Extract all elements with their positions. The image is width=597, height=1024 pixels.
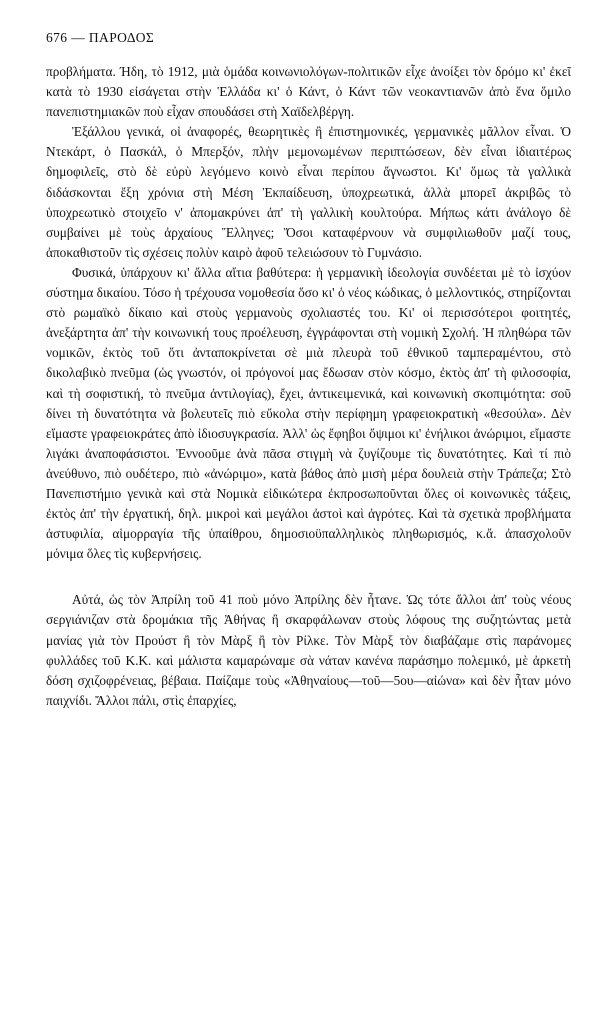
paragraph-4: Αὐτά, ὡς τὸν Ἀπρίλη τοῦ 41 ποὺ μόνο Ἀπρίλης δὲν ἦτανε. Ὡς τότε ἄλλοι ἀπ' τοὺς νέους σεργιάνιζαν στὰ δρομάκια τῆς Ἀθήνας ἢ σκαρφάλωναν στοὺς λόφους της συζητώντας μετὰ μανίας γιὰ τὸν Προύστ ἢ τὸν Μὰρξ ἢ τὸν Ρίλκε. Τὸν Μὰρξ τὸν διαβάζαμε στὶς παράνομες φυλλάδες τοῦ Κ.Κ. καὶ μάλιστα καμαρώναμε σὰ νάταν κανένα παράσημο πολεμικό, μὲ ἀρκετὴ δόση σχιζοφρένειας, βέβαια. Παίζαμε τοὺς «Ἀθηναίους—τοῦ—5ου—αἰώνα» καὶ δὲν ἦταν μόνο παιχνίδι. Ἄλλοι πάλι, στὶς ἐπαρχίες, xyxy=(46,592,571,708)
paragraph-3: Φυσικά, ὑπάρχουν κι' ἄλλα αἴτια βαθύτερα: ἡ γερμανικὴ ἰδεολογία συνδέεται μὲ τὸ ἰσχύον σύστημα δικαίου. Τόσο ἡ τρέχουσα νομοθεσία ὅσο κι' ὁ νέος κώδικας, ὁ μελλοντικός, στηρίζονται στὸ ρωμαϊκὸ δίκαιο καὶ στοὺς γερμανοὺς σχολιαστές του. Κι' οἱ περισσότεροι φοιτητές, ἀνεξάρτητα ἀπ' τὴν κοινωνική τους προέλευση, ἐγγράφονται στὴ νομικὴ Σχολή. Ἡ πληθώρα τῶν νομικῶν, ἐκτὸς τοῦ ὅτι ἀνταποκρίνεται σὲ μιὰ πλευρὰ τοῦ ἐθνικοῦ ταμπεραμέντου, στὸ δικολαβικὸ πνεῦμα (ὡς γνωστόν, οἱ πρόγονοί μας ἔδωσαν στὸν κόσμο, ἐκτὸς ἀπ' τὴ φιλοσοφία, καὶ τὴ σοφιστική, τὸ πνεῦμα ἀντιλογίας), ἔχει, ἀντικειμενικά, καὶ κοινωνικὴ σκοπιμότητα: σοῦ δίνει τὴ δυνατότητα νὰ βολευτεῖς πιὸ εὔκολα στὴν περίφημη γραφειοκρατικὴ «θεσούλα». Δὲν εἴμαστε γραφειοκράτες ἀπὸ ἰδιοσυγκρασία. Ἀλλ' ὡς ἔφηβοι ὄψιμοι κι' ἐνήλικοι ἀνώριμοι, εἴμαστε λιγάκι ἀναποφάσιστοι. Ἐννοοῦμε ἀνὰ πᾶσα στιγμὴ νὰ ζυγίζουμε τὶς δυνατότητες. Καὶ τί πιὸ ἀνεύθυνο, πιὸ ουδέτερο, πιὸ «ἀνώριμο», κατὰ βάθος ἀπὸ μισὴ μέρα δουλειὰ στὴν Τράπεζα; Στὸ Πανεπιστήμιο γενικὰ καὶ στὰ Νομικὰ εἰδικώτερα ἐκπροσωποῦνται ὅλες οἱ κοινωνικὲς τάξεις, ἐκτὸς ἀπ' τὴν ἐργατική, δηλ. μικροὶ καὶ μεγάλοι ἀστοὶ καὶ ἀγρότες. Καὶ τὰ σχετικὰ προβλήματα ἀστυφιλία, αἱμορραγία τῆς ὑπαίθρου, δημοσιοϋπαλληλικὸς πληθωρισμός, κ.ἄ. ἀπασχολοῦν μόνιμα ὅλες τὶς κυβερνήσεις. xyxy=(46,264,571,562)
paragraph-2: Ἐξάλλου γενικά, οἱ ἀναφορές, θεωρητικὲς ἢ ἐπιστημονικές, γερμανικὲς μᾶλλον εἶναι. Ὁ Ντεκάρτ, ὁ Πασκάλ, ὁ Μπερξόν, πλὴν μεμονωμένων περιπτώσεων, δὲν εἶναι ἰδιαιτέρως δημοφιλεῖς, στὸ δὲ εὐρὺ λεγόμενο κοινὸ εἶναι περίπου ἄγνωστοι. Κι' ὅμως τὰ γαλλικὰ διδάσκονται ἔξη χρόνια στὴ Μέση Ἐκπαίδευση, ὑποχρεωτικά, ἀλλὰ μπορεῖ ἀκριβῶς τὸ ὑποχρεωτικὸ στοιχεῖο ν' ἀπομακρύνει ἀπ' τὴ γαλλικὴ κουλτούρα. Μήπως κάτι ἀνάλογο δὲ συμβαίνει μὲ τοὺς ἀρχαίους Ἕλληνες; Ὅσοι καταφέρνουν νὰ συμφιλιωθοῦν μαζί τους, ἀποκαθιστοῦν τὶς σχέσεις πολὺν καιρὸ ἀφοῦ τελειώσουν τὸ Γυμνάσιο. xyxy=(46,124,571,260)
section-break xyxy=(46,564,571,590)
book-page xyxy=(46,30,571,1010)
paragraph-1: προβλήματα. Ήδη, τὸ 1912, μιὰ ὁμάδα κοινωνιολόγων-πολιτικῶν εἶχε ἀνοίξει τὸν δρόμο κι' ἐκεῖ κατὰ τὸ 1930 εἰσάγεται στὴν Ἑλλάδα κι' ὁ Κάντ, ὁ Κάντ τῶν νεοκαντιανῶν ἀπὸ ἕνα ὅμιλο πανεπιστημιακῶν ποὺ εἶχαν σπουδάσει στὴ Χαϊδελβέργη. xyxy=(46,64,571,120)
running-head: 676 — ΠΑΡΟΔΟΣ xyxy=(46,30,155,45)
